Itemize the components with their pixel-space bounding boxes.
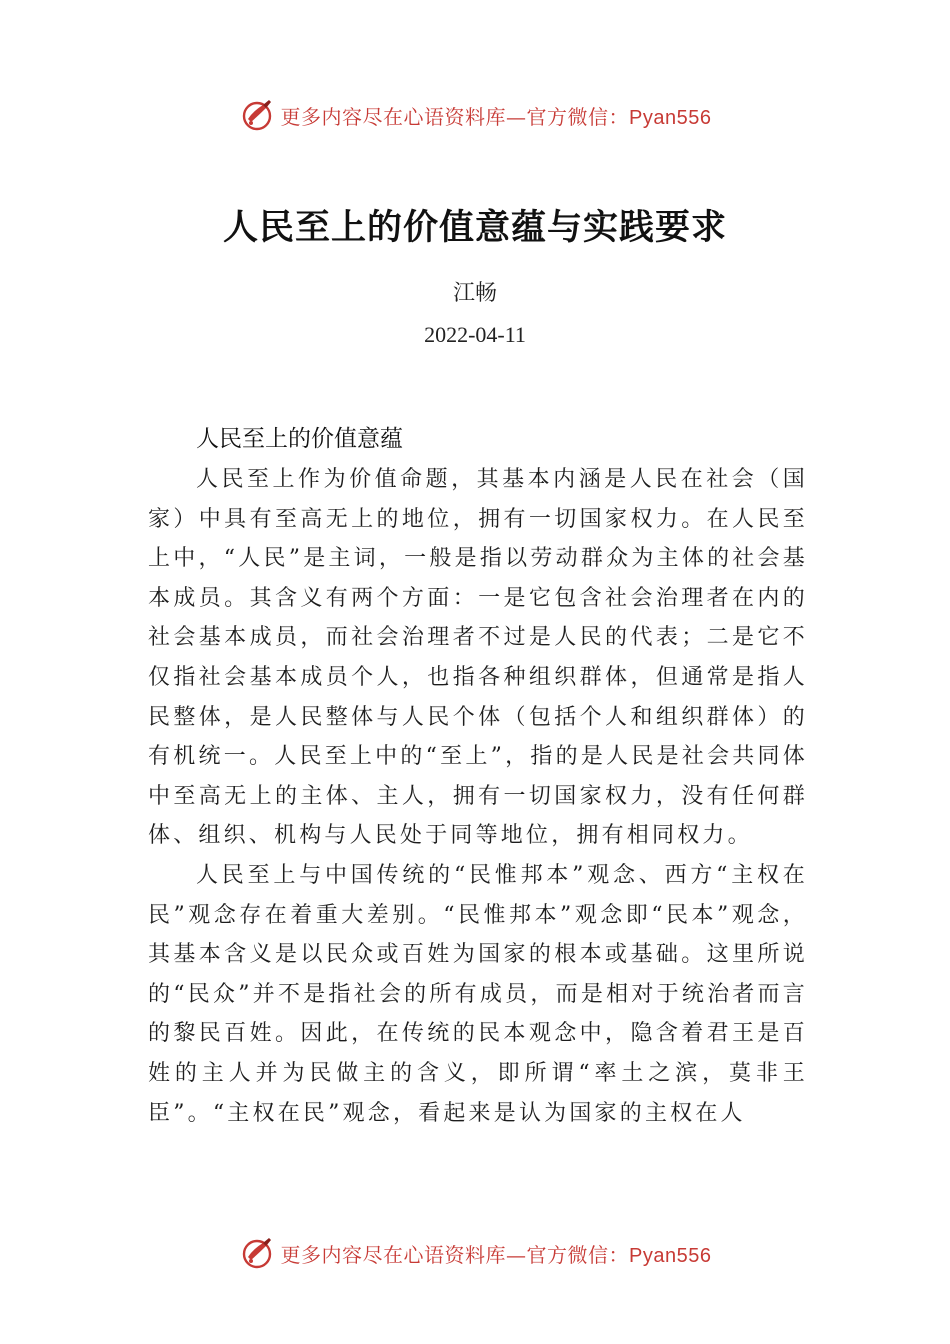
watermark-main: 更多内容尽在心语资料库—官方微信：: [280, 1242, 630, 1267]
document-title: 人民至上的价值意蕴与实践要求: [222, 207, 727, 248]
watermark-id: Pyan556: [629, 106, 712, 129]
document-body: [148, 422, 808, 1133]
document-date: 2022-04-11: [424, 322, 526, 347]
header-watermark: [0, 95, 950, 135]
body-paragraph-2: 人民至上与中国传统的“民惟邦本”观念、西方“主权在民”观念存在着重大差别。“民惟邦本”观念即“民本”观念，其基本含义是以民众或百姓为国家的根本或基础。这里所说的“民众”并不是指社会的所有成员，而是相对于统治者而言的黎民百姓。因此，在传统的民本观念中，隐含着君王是百姓的主人并为民做主的含义，即所谓“率土之滨，莫非王臣”。“主权在民”观念，看起来是认为国家的主权在人: [148, 862, 808, 1126]
section-heading: 人民至上的价值意蕴: [196, 426, 403, 452]
pen-logo-icon: [239, 1235, 275, 1271]
document-author: 江畅: [452, 281, 497, 306]
watermark-text: [281, 1239, 712, 1268]
watermark-main: 更多内容尽在心语资料库—官方微信：: [280, 104, 630, 129]
watermark-text: [281, 101, 712, 130]
pen-logo-icon: [239, 97, 275, 133]
body-paragraph-1: 人民至上作为价值命题，其基本内涵是人民在社会（国家）中具有至高无上的地位，拥有一切国家权力。在人民至上中，“人民”是主词，一般是指以劳动群众为主体的社会基本成员。其含义有两个方面：一是它包含社会治理者在内的社会基本成员，而社会治理者不过是人民的代表；二是它不仅指社会基本成员个人，也指各种组织群体，但通常是指人民整体，是人民整体与人民个体（包括个人和组织群体）的有机统一。人民至上中的“至上”，指的是人民是社会共同体中至高无上的主体、主人，拥有一切国家权力，没有任何群体、组织、机构与人民处于同等地位，拥有相同权力。: [148, 467, 808, 849]
watermark-id: Pyan556: [629, 1244, 712, 1267]
footer-watermark: [0, 1233, 950, 1273]
